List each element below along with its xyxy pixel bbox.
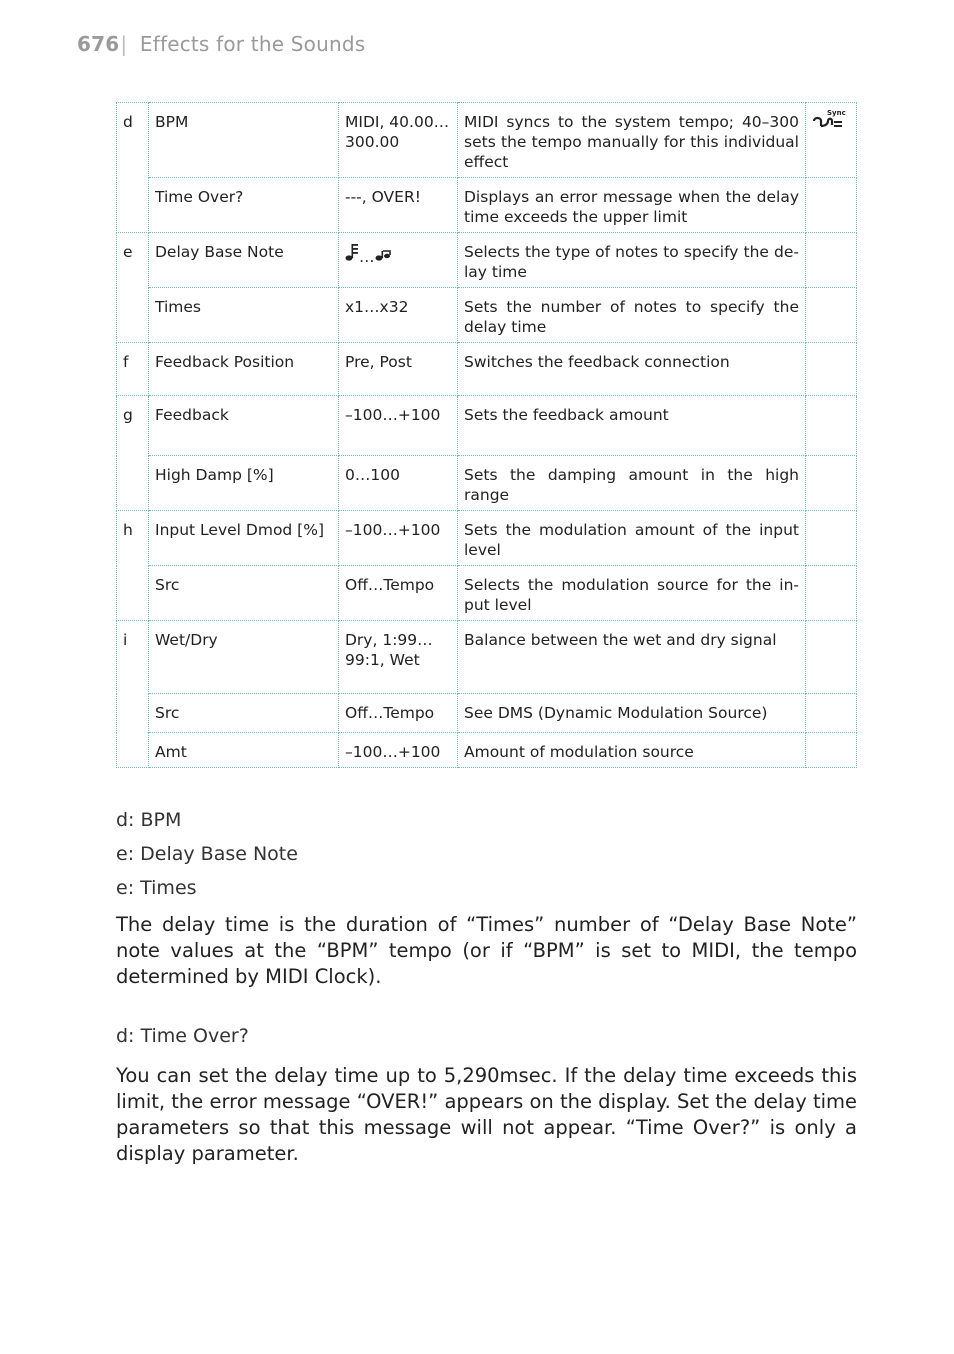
group-letter: e xyxy=(117,233,149,343)
table-row xyxy=(117,288,857,343)
param-name: BPM xyxy=(149,103,339,178)
sync-cell xyxy=(806,343,857,396)
note-paragraph-delay-time: The delay time is the duration of “Times” number of “Delay Base Note” note values at the “BPM” tempo (or if “BPM” is set to MIDI, the tempo determined by MIDI Clock). xyxy=(116,913,857,988)
param-name: Times xyxy=(149,288,339,343)
param-value: 0…100 xyxy=(339,456,458,511)
note-heading-times: e: Times xyxy=(116,877,197,899)
sync-icon xyxy=(812,109,846,128)
table-row xyxy=(117,733,857,768)
note-icon xyxy=(345,242,359,267)
sync-cell xyxy=(806,511,857,566)
section-title: Effects for the Sounds xyxy=(139,32,366,56)
param-desc: Sets the modulation amount of the input level xyxy=(458,511,806,566)
table-row xyxy=(117,178,857,233)
param-desc: Amount of modulation source xyxy=(458,733,806,768)
group-letter: d xyxy=(117,103,149,233)
sync-cell xyxy=(806,733,857,768)
table-row xyxy=(117,103,857,178)
header-separator: | xyxy=(120,32,128,56)
param-name: Amt xyxy=(149,733,339,768)
param-name: Feedback xyxy=(149,396,339,456)
page-number: 676 xyxy=(77,32,120,56)
param-value: x1…x32 xyxy=(339,288,458,343)
param-value xyxy=(339,233,458,288)
param-value: –100…+100 xyxy=(339,733,458,768)
note-heading-time-over: d: Time Over? xyxy=(116,1025,249,1047)
page-header xyxy=(77,32,365,56)
sync-label: Sync xyxy=(827,109,846,117)
param-desc: Selects the type of notes to specify the de-lay time xyxy=(458,233,806,288)
note-heading-delay-base-note: e: Delay Base Note xyxy=(116,843,298,865)
param-name: High Damp [%] xyxy=(149,456,339,511)
param-desc: See DMS (Dynamic Modulation Source) xyxy=(458,694,806,733)
sync-cell xyxy=(806,233,857,288)
group-letter: i xyxy=(117,621,149,768)
param-desc: Selects the modulation source for the in-put level xyxy=(458,566,806,621)
table-row xyxy=(117,456,857,511)
param-desc: Displays an error message when the delay time exceeds the upper limit xyxy=(458,178,806,233)
param-desc: Sets the number of notes to specify the delay time xyxy=(458,288,806,343)
table-row xyxy=(117,566,857,621)
note-icon xyxy=(375,247,391,267)
param-name: Delay Base Note xyxy=(149,233,339,288)
param-name: Feedback Position xyxy=(149,343,339,396)
note-paragraph-time-over: You can set the delay time up to 5,290msec. If the delay time exceeds this limit, the error message “OVER!” appears on the display. Set the delay time parameters so that this message will not appear. “Time Over?” is only a display parameter. xyxy=(116,1064,857,1165)
param-desc: Balance between the wet and dry signal xyxy=(458,621,806,694)
note-range-ellipsis: … xyxy=(359,248,375,266)
param-value: Dry, 1:99…99:1, Wet xyxy=(339,621,458,694)
sync-cell xyxy=(806,694,857,733)
table-row xyxy=(117,694,857,733)
sync-cell xyxy=(806,621,857,694)
note-heading-bpm: d: BPM xyxy=(116,809,182,831)
param-desc: MIDI syncs to the system tempo; 40–300 sets the tempo manually for this individual effect xyxy=(458,103,806,178)
sync-cell xyxy=(806,288,857,343)
table-row xyxy=(117,396,857,456)
sync-cell xyxy=(806,456,857,511)
param-desc: Sets the damping amount in the high range xyxy=(458,456,806,511)
table-row xyxy=(117,233,857,288)
group-letter: g xyxy=(117,396,149,511)
param-value: ---, OVER! xyxy=(339,178,458,233)
param-name: Time Over? xyxy=(149,178,339,233)
param-name: Input Level Dmod [%] xyxy=(149,511,339,566)
sync-cell xyxy=(806,396,857,456)
sync-cell xyxy=(806,178,857,233)
table-row xyxy=(117,343,857,396)
table-row xyxy=(117,621,857,694)
param-value: Off…Tempo xyxy=(339,694,458,733)
notes-section xyxy=(116,808,857,1167)
param-name: Wet/Dry xyxy=(149,621,339,694)
param-value: Pre, Post xyxy=(339,343,458,396)
param-value: Off…Tempo xyxy=(339,566,458,621)
table-row xyxy=(117,511,857,566)
param-desc: Switches the feedback connection xyxy=(458,343,806,396)
sync-cell xyxy=(806,566,857,621)
group-letter: f xyxy=(117,343,149,396)
param-value: –100…+100 xyxy=(339,511,458,566)
parameter-table xyxy=(116,102,857,768)
param-name: Src xyxy=(149,694,339,733)
group-letter: h xyxy=(117,511,149,621)
param-value: MIDI, 40.00…300.00 xyxy=(339,103,458,178)
param-desc: Sets the feedback amount xyxy=(458,396,806,456)
param-name: Src xyxy=(149,566,339,621)
param-value: –100…+100 xyxy=(339,396,458,456)
sync-cell xyxy=(806,103,857,178)
